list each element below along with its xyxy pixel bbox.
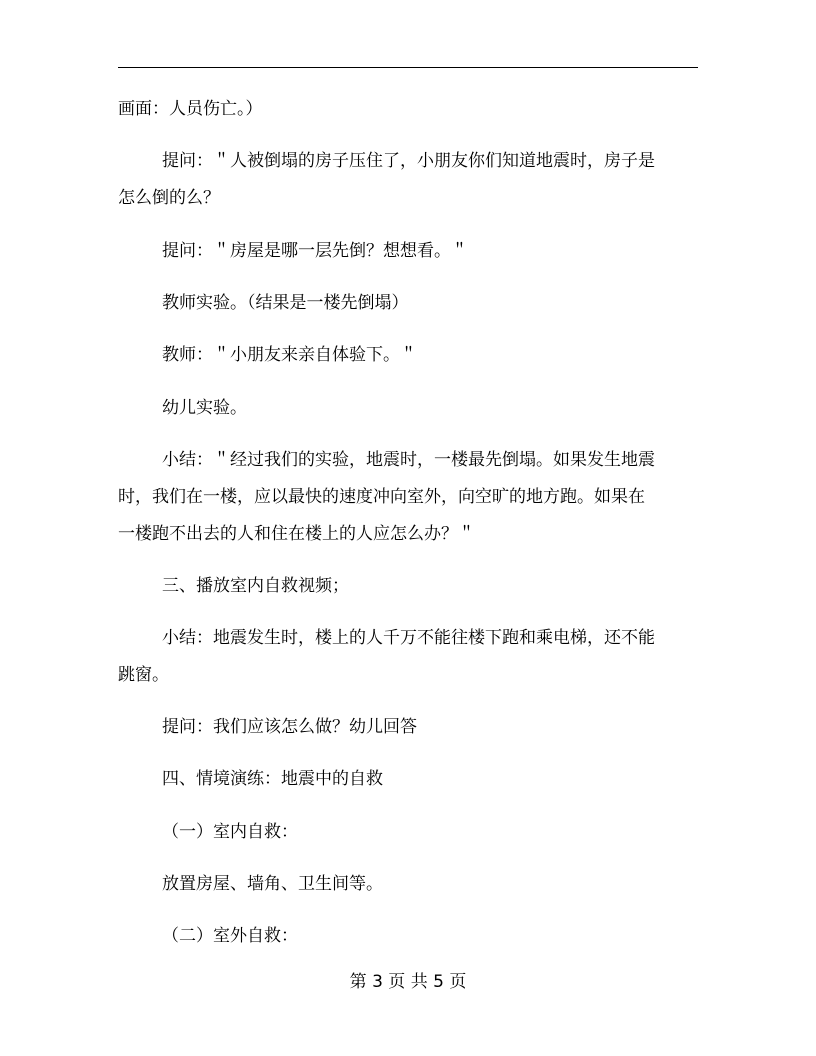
text-line-4: 提问：＂房屋是哪一层先倒？想想看。＂ [162, 241, 468, 261]
text-line-15: 四、情境演练：地震中的自救 [162, 769, 383, 789]
text-line-16: （一）室内自救： [162, 822, 298, 842]
text-line-12: 小结：地震发生时，楼上的人千万不能往楼下跑和乘电梯，还不能 [162, 628, 655, 648]
text-line-17: 放置房屋、墙角、卫生间等。 [162, 874, 383, 894]
text-line-5: 教师实验。（结果是一楼先倒塌） [162, 293, 409, 313]
text-line-6: 教师：＂小朋友来亲自体验下。＂ [162, 345, 417, 365]
text-line-13: 跳窗。 [118, 665, 169, 685]
text-line-9: 时，我们在一楼，应以最快的速度冲向室外，向空旷的地方跑。如果在 [118, 487, 645, 507]
text-line-18: （二）室外自救： [162, 926, 298, 946]
text-line-14: 提问：我们应该怎么做？幼儿回答 [162, 717, 417, 737]
text-line-1: 画面：人员伤亡。） [118, 99, 263, 119]
text-line-10: 一楼跑不出去的人和住在楼上的人应怎么办？＂ [118, 524, 475, 544]
text-line-2: 提问：＂人被倒塌的房子压住了，小朋友你们知道地震时，房子是 [162, 151, 655, 171]
text-line-7: 幼儿实验。 [162, 398, 247, 418]
header-rule [118, 67, 698, 68]
text-line-3: 怎么倒的么？ [118, 188, 220, 208]
page-footer: 第 3 页 共 5 页 [349, 972, 467, 992]
text-line-11: 三、播放室内自救视频； [162, 576, 349, 596]
text-line-8: 小结：＂经过我们的实验，地震时，一楼最先倒塌。如果发生地震 [162, 450, 655, 470]
